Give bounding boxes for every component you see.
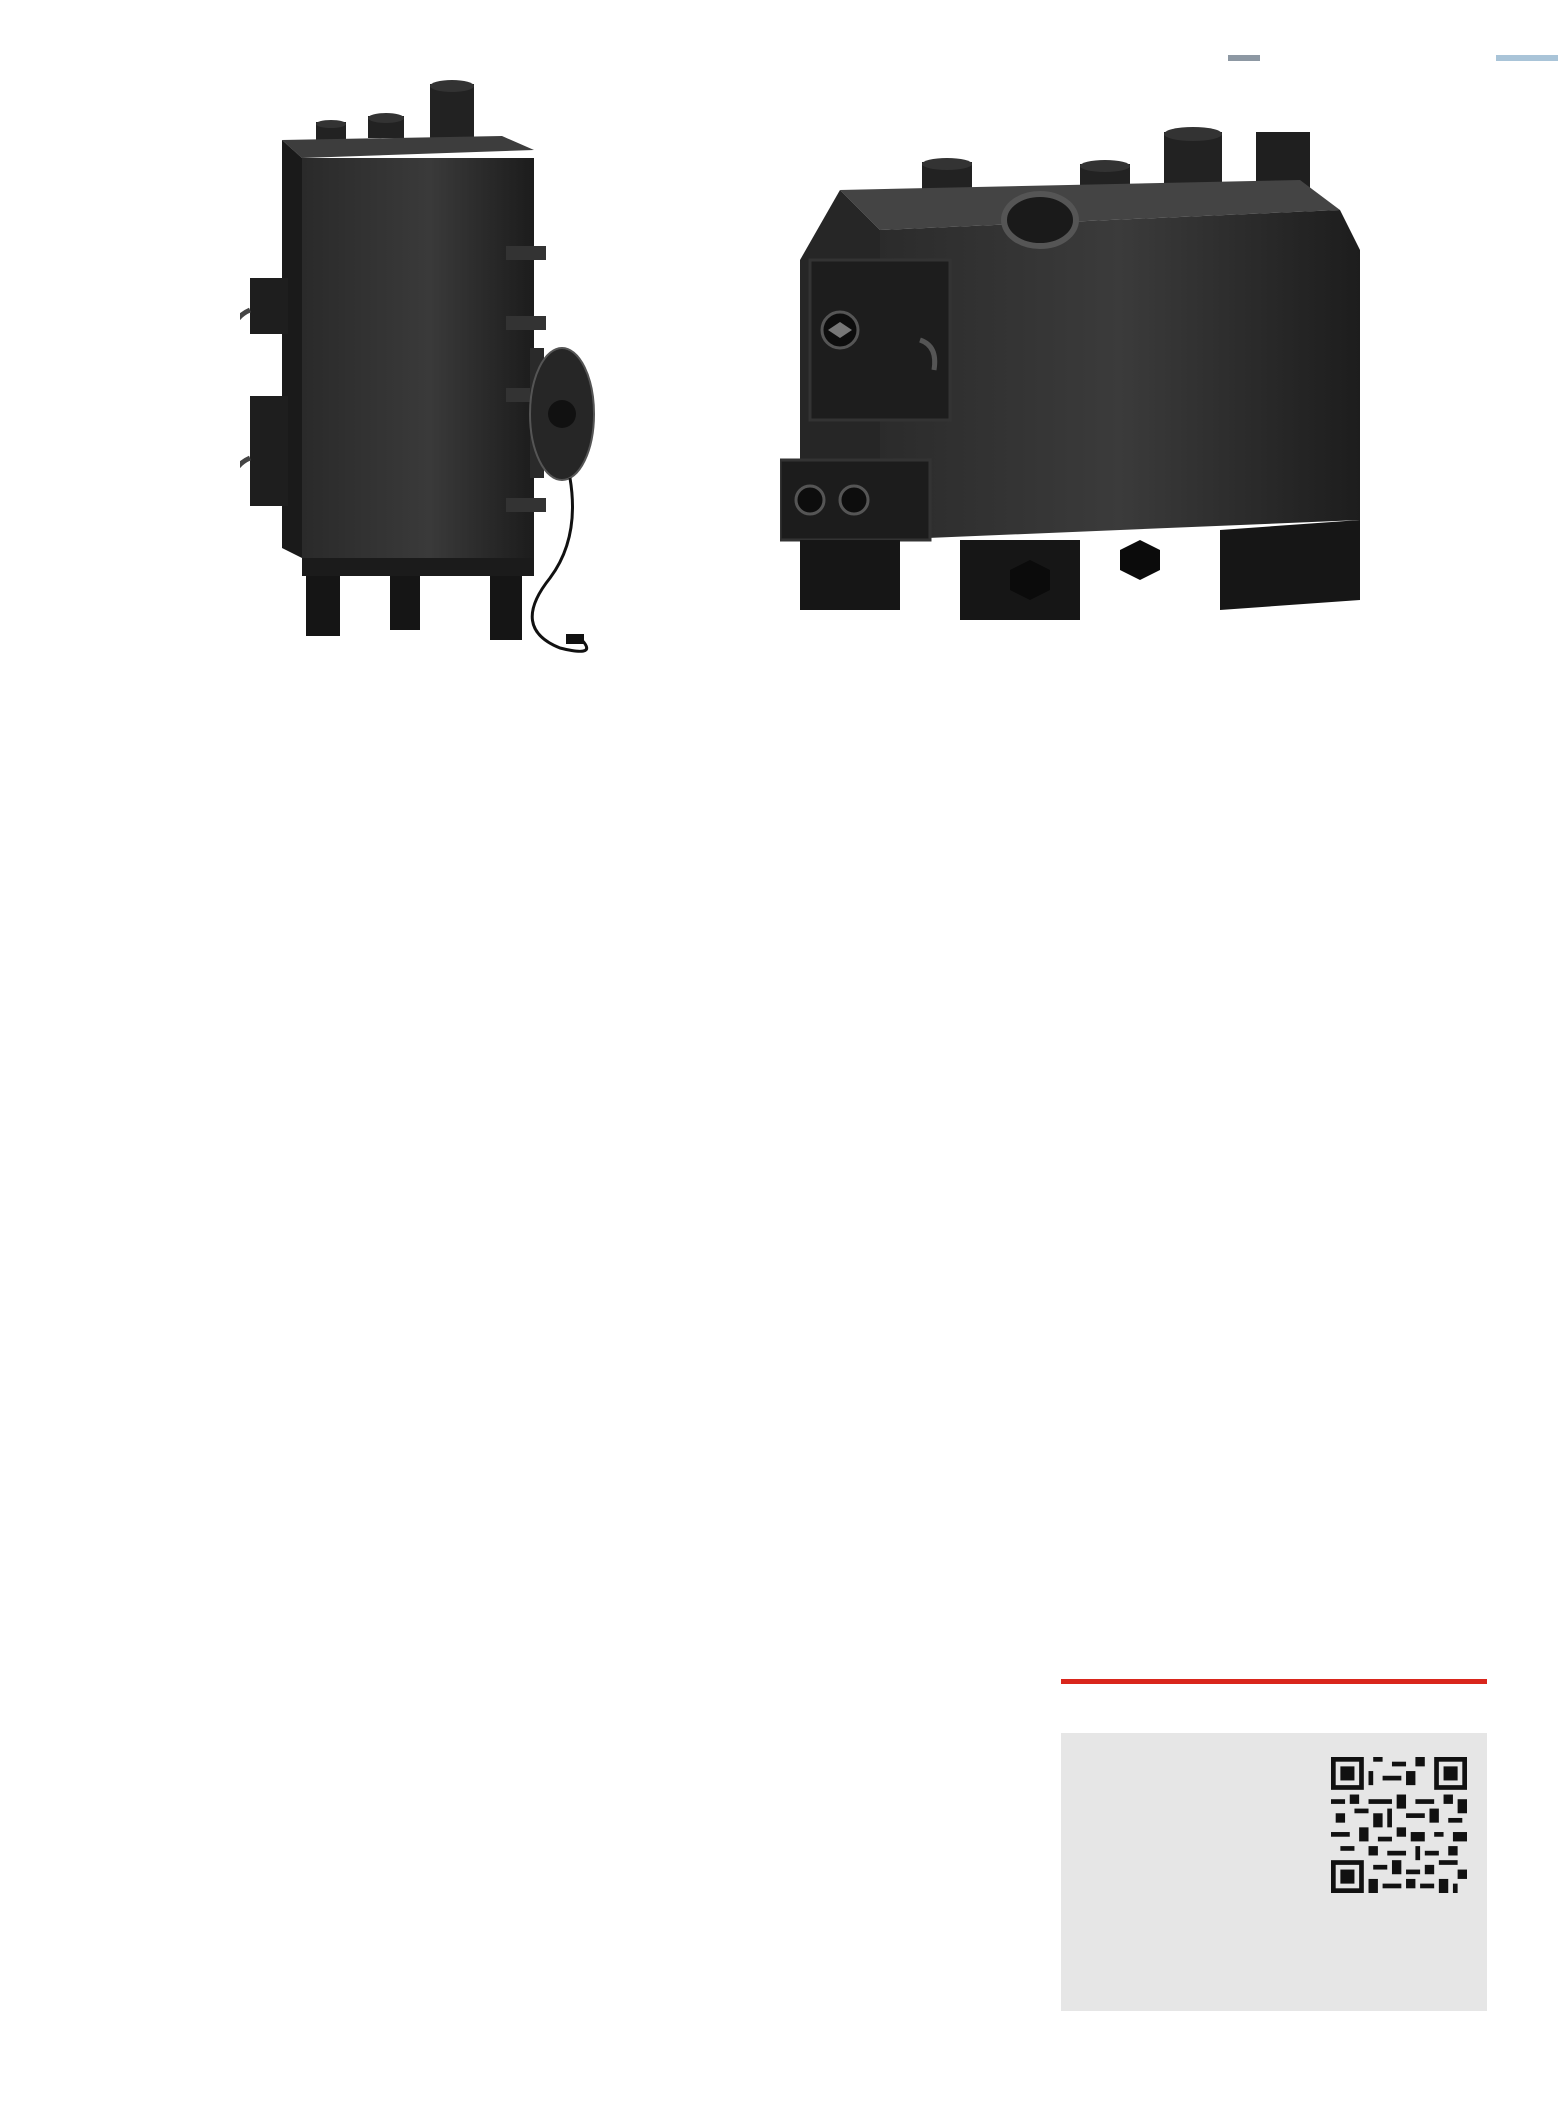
page-footer (1496, 2042, 1516, 2069)
vertical-stove-illustration (240, 78, 600, 668)
horizontal-stove-illustration (780, 120, 1380, 640)
higher-wordmark (1061, 1603, 1487, 1673)
contact-box (1061, 1733, 1487, 2011)
article-column-1 (156, 1194, 576, 1216)
article-column-3 (1062, 1194, 1482, 1216)
vertical-blower-stove-photo (240, 78, 600, 668)
article-column-2 (609, 1194, 1029, 1216)
header-rule-right (1496, 55, 1558, 61)
header-rule-left (1228, 55, 1260, 61)
horizontal-blower-stove-photo (780, 120, 1380, 640)
higher-logo (1061, 1603, 1487, 1684)
higher-tagline (1061, 1679, 1487, 1684)
qr-code-icon[interactable] (1331, 1757, 1467, 1893)
